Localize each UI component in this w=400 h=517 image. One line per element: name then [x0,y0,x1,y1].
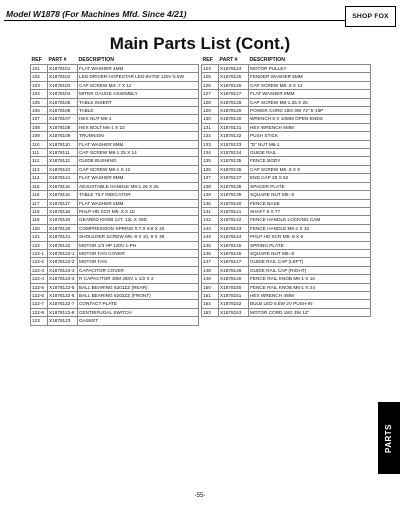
table-header-row [31,56,199,65]
ref-cell: 122-8 [31,308,48,316]
description-cell: FLAT WASHER 4MM [78,65,199,73]
description-cell: HEX NUT M6-1 [78,115,199,123]
part-number-cell: X1878141 [219,207,249,215]
ref-cell: 105 [31,98,48,106]
table-row [31,157,199,165]
ref-cell: 122-6 [31,291,48,299]
part-number-cell: X1878147 [219,258,249,266]
ref-cell: 139 [202,191,219,199]
ref-cell: 148 [202,266,219,274]
page-title: Main Parts List (Cont.) [109,34,291,53]
table-row [202,275,371,283]
ref-cell: 122-5 [31,283,48,291]
table-row [202,216,371,224]
table-row [31,65,199,73]
part-number-cell: X1878135 [219,157,249,165]
description-cell: GUIDE BUSHING [78,157,199,165]
description-cell: CENTRIFUGAL SWITCH [78,308,199,316]
table-row [202,249,371,257]
description-cell: SQUARE NUT M5-.8 [249,249,371,257]
part-number-cell: X1878124 [219,65,249,73]
ref-cell: 113 [31,165,48,173]
table-row [202,233,371,241]
ref-cell: 115 [31,182,48,190]
table-row [202,81,371,89]
part-number-cell: X1878122-8 [48,308,78,316]
description-cell: FLAT WASHER 5MM [78,199,199,207]
table-row [31,107,199,115]
ref-column-header: REF [31,57,42,63]
description-cell: CONTACT PLATE [78,300,199,308]
description-cell: END CAP 25 X 52 [249,174,371,182]
table-row [31,90,199,98]
description-cell: CAP SCREW M5-.8 X 8 [249,165,371,173]
table-row [202,207,371,215]
part-number-cell: X1878122-4 [48,275,78,283]
part-number-cell: X1878132 [219,132,249,140]
description-cell: FENCE RAIL KNOB M6-1 X 16 [249,275,371,283]
description-cell: FLAT WASHER 8MM [249,90,371,98]
ref-cell: 122 [31,241,48,249]
table-row [31,207,199,215]
part-number-cell: X1878122-3 [48,266,78,274]
description-cell: SQUARE NUT M5-.8 [249,191,371,199]
table-row [31,275,199,283]
ref-cell: 122-3 [31,266,48,274]
ref-cell: 114 [31,174,48,182]
table-row [202,149,371,157]
parts-table-right [201,56,371,317]
table-row [202,283,371,291]
ref-cell: 135 [202,157,219,165]
description-cell: FLAT WASHER 8MM [78,174,199,182]
ref-cell: 149 [202,275,219,283]
description-cell: WRENCH 8 X 10MM OPEN-ENDS [249,115,371,123]
ref-cell: 121 [31,233,48,241]
ref-cell: 122-2 [31,258,48,266]
part-number-cell: X1878109 [48,132,78,140]
ref-cell: 112 [31,157,48,165]
ref-cell: 134 [202,149,219,157]
description-cell: HEX BOLT M6-1 X 22 [78,123,199,131]
ref-cell: 131 [202,123,219,131]
part-number-cell: X1878106 [48,107,78,115]
part-number-cell: X1878112 [48,157,78,165]
ref-cell: 119 [31,216,48,224]
description-column-header: DESCRIPTION [249,57,285,63]
description-cell: GUIDE RAIL CAP (LEFT) [249,258,371,266]
description-cell: HEX WRENCH 4MM [249,291,371,299]
ref-cell: 106 [31,107,48,115]
ref-cell: 102 [31,73,48,81]
table-row [31,123,199,131]
ref-cell: 147 [202,258,219,266]
table-row [31,233,199,241]
ref-cell: 141 [202,207,219,215]
ref-cell: 124 [202,65,219,73]
table-row [31,199,199,207]
part-number-cell: X1878153 [219,308,249,316]
part-number-cell: X1878104 [48,90,78,98]
table-row [31,174,199,182]
description-cell: MOTOR CORD 18G 3W 12" [249,308,371,316]
description-cell: BALL BEARING 6202ZZ (FRONT) [78,291,199,299]
part-number-cell: X1878105 [48,98,78,106]
description-cell: CAP SCREW M5-.8 X 12 [249,81,371,89]
table-row [202,199,371,207]
part-number-cell: X1878128 [219,98,249,106]
ref-cell: 153 [202,308,219,316]
part-number-cell: X1878103 [48,81,78,89]
table-row [202,65,371,73]
description-cell: MITER GAUGE ASSEMBLY [78,90,199,98]
table-row [31,149,199,157]
table-row [31,132,199,140]
ref-cell: 129 [202,107,219,115]
ref-cell: 145 [202,241,219,249]
part-number-cell: X1878139 [219,191,249,199]
description-cell: PHLP HD SCR M5-.8 X 10 [78,207,199,215]
table-row [31,291,199,299]
ref-cell: 150 [202,283,219,291]
description-cell: GASKET [78,317,199,325]
part-number-cell: X1878131 [219,123,249,131]
part-number-cell: X1878126 [219,81,249,89]
table-row [31,115,199,123]
description-cell: "D" NUT M6-1 [249,140,371,148]
description-cell: GUIDE RAIL CAP (RIGHT) [249,266,371,274]
header-rule [4,20,349,21]
description-cell: HEX WRENCH 6MM [249,123,371,131]
part-number-cell: X1878127 [219,90,249,98]
ref-cell: 116 [31,191,48,199]
table-row [202,90,371,98]
table-row [202,123,371,131]
part-number-cell: X1878136 [219,165,249,173]
table-row [31,249,199,257]
part-number-cell: X1878125 [219,73,249,81]
table-row [202,165,371,173]
part-number-cell: X1878102 [48,73,78,81]
description-cell: FENCE HANDLE LOCKING CAM [249,216,371,224]
table-row [202,115,371,123]
part-number-cell: X1878145 [219,241,249,249]
part-number-cell: X1878122-1 [48,249,78,257]
table-row [202,107,371,115]
part-number-cell: X1878151 [219,291,249,299]
description-cell: SHAFT 8 X 77 [249,207,371,215]
ref-cell: 146 [202,249,219,257]
ref-cell: 151 [202,291,219,299]
part-number-cell: X1878148 [219,266,249,274]
table-row [202,291,371,299]
ref-cell: 122-7 [31,300,48,308]
part-number-cell: X1878116 [48,191,78,199]
table-row [31,73,199,81]
part-number-cell: X1878150 [219,283,249,291]
table-row [31,224,199,232]
table-row [31,317,199,325]
description-cell: TABLE INSERT [78,98,199,106]
parts-table-right-body [202,65,371,317]
part-number-cell: X1878133 [219,140,249,148]
ref-cell: 109 [31,132,48,140]
description-cell: FENCE BASE [249,199,371,207]
description-cell: FLAT WASHER 8MM [78,140,199,148]
ref-cell: 137 [202,174,219,182]
ref-cell: 103 [31,81,48,89]
ref-cell: 133 [202,140,219,148]
page-header [4,6,396,28]
description-cell: MOTOR PULLEY [249,65,371,73]
description-cell: SPACER PLATE [249,182,371,190]
part-number-cell: X1878121 [48,233,78,241]
ref-cell: 140 [202,199,219,207]
description-cell: COMPRESSION SPRING 0.7 X 9.8 X 25 [78,224,199,232]
ref-cell: 107 [31,115,48,123]
table-row [31,241,199,249]
part-number-cell: X1878122-7 [48,300,78,308]
part-number-cell: X1878129 [219,107,249,115]
part-number-cell: X1878110 [48,140,78,148]
part-number-cell: X1878152 [219,300,249,308]
description-cell: CAP SCREW M8-1.25 X 14 [78,149,199,157]
side-tab-label: PARTS [384,423,394,453]
description-cell: ADJUSTABLE HANDLE M8-1.25 X 25 [78,182,199,190]
table-row [202,140,371,148]
table-row [31,81,199,89]
table-row [202,224,371,232]
parts-section-tab [378,402,400,474]
ref-cell: 101 [31,65,48,73]
description-cell: FENCE RAIL KNOB M6-1 X 24 [249,283,371,291]
description-cell: MOTOR 1/3 HP 120V 1-PH [78,241,199,249]
ref-cell: 130 [202,115,219,123]
parts-table-left [30,56,199,326]
parts-table-left-body [31,65,199,326]
table-row [31,140,199,148]
ref-cell: 126 [202,81,219,89]
ref-cell: 118 [31,207,48,215]
table-header-row [202,56,371,65]
description-column-header: DESCRIPTION [78,57,114,63]
description-cell: TABLE [78,107,199,115]
table-row [31,191,199,199]
description-cell: LED DRIVER HOPESTAR LED-5V700 120V 5.5W [78,73,199,81]
table-row [31,266,199,274]
ref-cell: 138 [202,182,219,190]
part-number-cell: X1878117 [48,199,78,207]
table-row [31,165,199,173]
part-number-cell: X1878146 [219,249,249,257]
ref-cell: 122-4 [31,275,48,283]
table-row [202,266,371,274]
part-number-cell: X1878118 [48,207,78,215]
ref-cell: 104 [31,90,48,98]
part-number-cell: X1878113 [48,165,78,173]
table-row [202,300,371,308]
brand-logo [345,6,396,27]
description-cell: PUSH STICK [249,132,371,140]
ref-cell: 125 [202,73,219,81]
part-number-cell: X1878122-6 [48,291,78,299]
part-number-cell: X1878111 [48,149,78,157]
description-cell: FENCE BODY [249,157,371,165]
part-number-cell: X1878114 [48,174,78,182]
part-number-cell: X1878142 [219,216,249,224]
ref-cell: 143 [202,224,219,232]
table-row [202,73,371,81]
ref-cell: 123 [31,317,48,325]
part-column-header: PART # [48,57,67,63]
part-number-cell: X1878122 [48,241,78,249]
ref-cell: 132 [202,132,219,140]
ref-column-header: REF [202,57,213,63]
description-cell: TRUNNION [78,132,199,140]
ref-cell: 152 [202,300,219,308]
ref-cell: 128 [202,98,219,106]
description-cell: FENCE HANDLE M6-1 X 10 [249,224,371,232]
description-cell: BULB LED 5.5W 2V PUSH-IN [249,300,371,308]
table-row [202,308,371,316]
table-row [202,174,371,182]
page-number: -55- [194,493,206,499]
part-number-cell: X1878107 [48,115,78,123]
table-row [202,132,371,140]
ref-cell: 108 [31,123,48,131]
description-cell: PHLP HD SCR M5-.8 X 6 [249,233,371,241]
part-number-cell: X1878122-5 [48,283,78,291]
manual-model-title: Model W1878 (For Machines Mfd. Since 4/21) [6,9,187,19]
description-cell: MOTOR FAN COVER [78,249,199,257]
table-row [31,258,199,266]
part-number-cell: X1878143 [219,224,249,232]
part-number-cell: X1878137 [219,174,249,182]
table-row [202,157,371,165]
part-number-cell: X1878108 [48,123,78,131]
description-cell: CAPACITOR COVER [78,266,199,274]
ref-cell: 120 [31,224,48,232]
description-cell: SPRING PLATE [249,241,371,249]
description-cell: CAP SCREW M4-.7 X 12 [78,81,199,89]
part-number-cell: X1878149 [219,275,249,283]
ref-cell: 142 [202,216,219,224]
table-row [31,182,199,190]
description-cell: MOTOR FAN [78,258,199,266]
ref-cell: 122-1 [31,249,48,257]
table-row [202,98,371,106]
table-row [31,216,199,224]
part-column-header: PART # [219,57,238,63]
part-number-cell: X1878130 [219,115,249,123]
description-cell: CAP SCREW M6-1 X 12 [78,165,199,173]
part-number-cell: X1878144 [219,233,249,241]
description-cell: BALL BEARING 6201ZZ (REAR) [78,283,199,291]
part-number-cell: X1878115 [48,182,78,190]
part-number-cell: X1878120 [48,224,78,232]
table-row [202,191,371,199]
description-cell: POWER CORD 18G 3W 72" 5-15P [249,107,371,115]
part-number-cell: X1878122-2 [48,258,78,266]
ref-cell: 127 [202,90,219,98]
table-row [31,300,199,308]
ref-cell: 111 [31,149,48,157]
part-number-cell: X1878123 [48,317,78,325]
ref-cell: 144 [202,233,219,241]
table-row [202,258,371,266]
description-cell: CAP SCREW M8-1.25 X 25 [249,98,371,106]
part-number-cell: X1878119 [48,216,78,224]
ref-cell: 110 [31,140,48,148]
table-row [202,182,371,190]
description-cell: SHOULDER SCREW M5-.8 X 10, 8 X 39 [78,233,199,241]
part-number-cell: X1878138 [219,182,249,190]
description-cell: GUIDE RAIL [249,149,371,157]
description-cell: TABLE TILT INDICATOR [78,191,199,199]
description-cell: GEARED KNOB 12T, 12L X 40D [78,216,199,224]
part-number-cell: X1878140 [219,199,249,207]
brand-logo-text: SHOP FOX [352,13,389,20]
part-number-cell: X1878101 [48,65,78,73]
description-cell: FENDER WASHER 5MM [249,73,371,81]
table-row [31,308,199,316]
table-row [31,283,199,291]
ref-cell: 136 [202,165,219,173]
table-row [202,241,371,249]
ref-cell: 117 [31,199,48,207]
table-row [31,98,199,106]
description-cell: R CAPACITOR 30M 250V 1-1/2 X 2 [78,275,199,283]
part-number-cell: X1878134 [219,149,249,157]
